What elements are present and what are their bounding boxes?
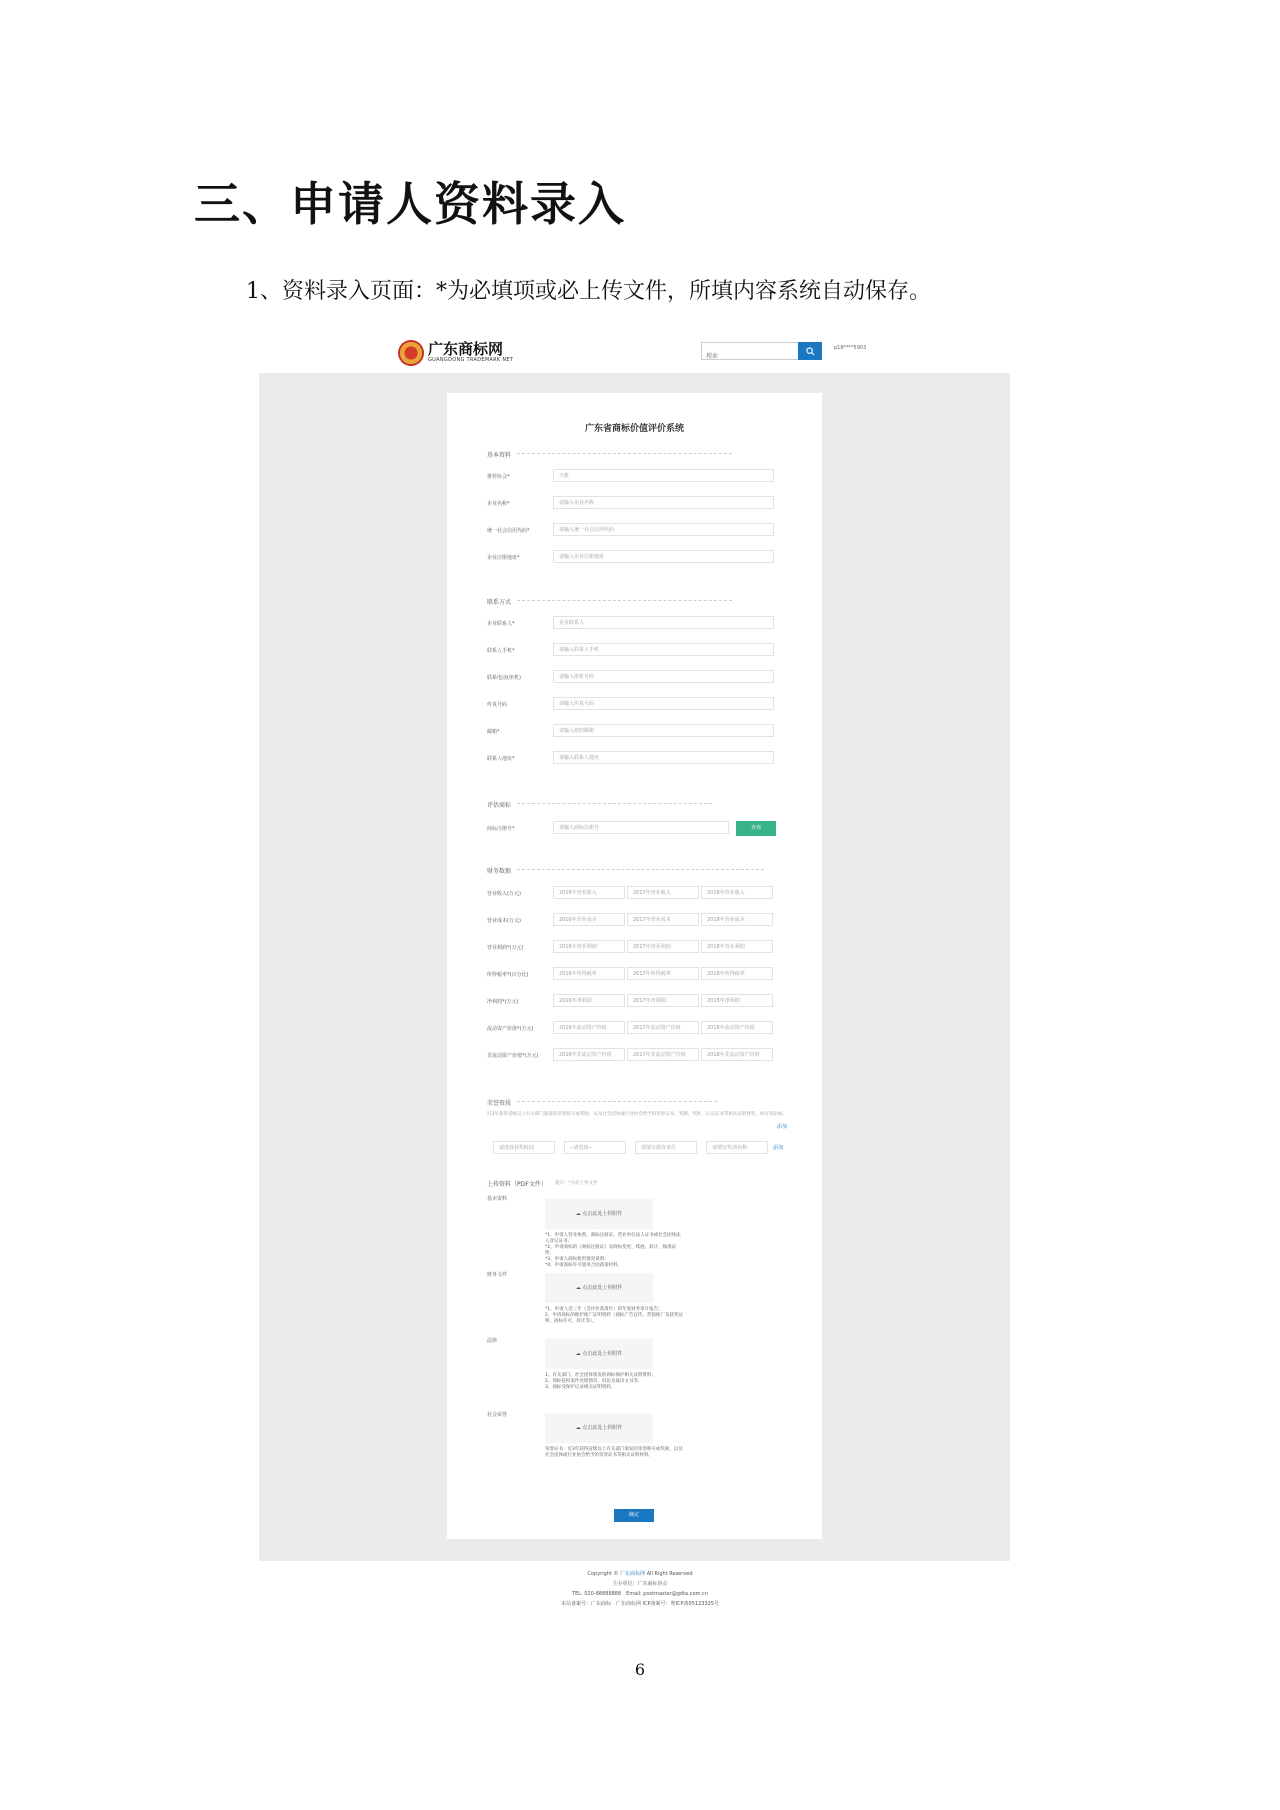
upload-requirement: *2、申请商标的《商标注册证》及商标变更、续展、转让、核准证明；	[545, 1245, 677, 1256]
field-label: 联系人手机*	[487, 648, 515, 654]
upload-caption: 点击此处上传附件	[582, 1211, 623, 1217]
finance-input[interactable]: 2018年净利润	[701, 994, 773, 1007]
search-icon	[806, 347, 815, 356]
submit-button[interactable]: 确定	[614, 1509, 654, 1522]
field-label: 联系人地址*	[487, 756, 515, 762]
landline-input[interactable]: 请输入座机号码	[553, 670, 774, 683]
field-label: 统一社会信用代码*	[487, 528, 530, 534]
field-label: 营业利润*(万元)	[487, 945, 524, 951]
field-label: 传真号码	[487, 702, 508, 708]
finance-input[interactable]: 2017年非流动资产价值	[627, 1048, 699, 1061]
footer-site-link[interactable]: 广东商标网	[620, 1571, 646, 1577]
finance-input[interactable]: 2016年营业利润	[553, 940, 625, 953]
upload-requirements	[545, 1373, 685, 1391]
registered-address-input[interactable]: 请输入企业注册地址	[553, 550, 774, 563]
upload-requirement: 2、申请商标的维护推广证明资料（商标广告宣传、营销推广及获奖证明、商标许可、转让等）。	[545, 1313, 683, 1324]
contact-address-input[interactable]: 请输入联系人地址	[553, 751, 774, 764]
upload-dropzone[interactable]	[545, 1273, 653, 1303]
field-label: 净利润*(万元)	[487, 999, 519, 1005]
site-logo-subtitle: GUANGDONG TRADEMARK NET	[428, 357, 514, 363]
logo-emblem-icon[interactable]	[398, 340, 424, 366]
upload-caption: 点击此处上传附件	[582, 1351, 623, 1357]
finance-input[interactable]: 2016年营业收入	[553, 886, 625, 899]
upload-hint: 提示：*为必上传文件	[555, 1181, 598, 1186]
search-button[interactable]	[798, 342, 822, 360]
field-label: 联系电话(座机)	[487, 675, 521, 681]
upload-group-label: 法律	[487, 1338, 498, 1344]
upload-cloud-icon: ☁	[575, 1425, 581, 1431]
upload-requirement: 3、商标受保护记录相关证明资料。	[545, 1385, 616, 1390]
finance-input[interactable]: 2016年营业成本	[553, 913, 625, 926]
section-contact: 联系方式	[487, 599, 512, 606]
upload-requirements	[545, 1307, 685, 1325]
footer-organizer: 主办单位：广东商标协会	[612, 1581, 668, 1587]
upload-requirement: 1、有关部门、社会团体颁发的商标保护相关证明资料；	[545, 1373, 656, 1378]
form-card	[447, 393, 822, 1539]
honor-add-button[interactable]: 添加	[773, 1145, 784, 1151]
field-label: 推荐协会*	[487, 474, 510, 480]
finance-input[interactable]: 2018年营业利润	[701, 940, 773, 953]
upload-caption: 点击此处上传附件	[582, 1425, 623, 1431]
finance-input[interactable]: 2018年流动资产价值	[701, 1021, 773, 1034]
intro-text: 1、资料录入页面：*为必填项或必上传文件，所填内容系统自动保存。	[246, 279, 931, 304]
page-number: 6	[634, 1660, 646, 1679]
divider	[517, 453, 732, 454]
field-label: 邮箱*	[487, 729, 500, 735]
credit-code-input[interactable]: 请输入统一社会信用代码	[553, 523, 774, 536]
finance-input[interactable]: 2017年流动资产价值	[627, 1021, 699, 1034]
footer-contact: TEL: 020-88888888 Email: postmaster@gdta.com.cn	[572, 1591, 708, 1597]
finance-input[interactable]: 2018年营业成本	[701, 913, 773, 926]
upload-cloud-icon: ☁	[575, 1285, 581, 1291]
section-basic-info: 基本资料	[487, 452, 512, 459]
finance-input[interactable]: 2016年流动资产价值	[553, 1021, 625, 1034]
finance-input[interactable]: 2016年净利润	[553, 994, 625, 1007]
upload-requirement: 荣誉证书：近3年获得省级以上有关部门颁发的荣誉称号或奖励，以及社会团体或行业协会给予的荣誉证书等相关证明材料。	[545, 1447, 683, 1458]
upload-cloud-icon: ☁	[575, 1211, 581, 1217]
fax-input[interactable]: 请输入传真号码	[553, 697, 774, 710]
divider	[517, 803, 712, 804]
divider	[517, 600, 732, 601]
field-label: 营业收入(万元)	[487, 891, 521, 897]
section-upload: 上传资料（PDF文件）	[487, 1181, 547, 1188]
footer-icp: 本站备案号：广东商标 广东商标网 ICP备案号：粤ICP备05123325号	[560, 1601, 719, 1607]
upload-requirement: *4、申请商标许可使用合同备案材料。	[545, 1263, 623, 1268]
search-input[interactable]	[702, 350, 798, 364]
upload-dropzone[interactable]	[545, 1339, 653, 1369]
field-label: 企业联系人*	[487, 621, 515, 627]
upload-group-label: 社会荣誉	[487, 1412, 508, 1418]
finance-input[interactable]: 2018年营业收入	[701, 886, 773, 899]
honor-add-link[interactable]: 添加	[777, 1124, 788, 1130]
upload-caption: 点击此处上传附件	[582, 1285, 623, 1291]
field-label: 企业注册地址*	[487, 555, 520, 561]
upload-requirements	[545, 1233, 685, 1269]
copyright-prefix: Copyright ©	[587, 1571, 619, 1577]
upload-requirement: *1、申请人近三年（含评价基准年）的年度财务审计报告；	[545, 1307, 663, 1312]
query-button[interactable]: 查询	[736, 821, 776, 836]
section-honor: 荣誉资质	[487, 1100, 512, 1107]
field-label: 流动资产价值*(万元)	[487, 1026, 534, 1032]
upload-group-label: 基本资料	[487, 1196, 508, 1202]
finance-input[interactable]: 2018年非流动资产价值	[701, 1048, 773, 1061]
upload-dropzone[interactable]	[545, 1199, 653, 1229]
finance-input[interactable]: 2017年营业成本	[627, 913, 699, 926]
company-name-input[interactable]: 请输入企业名称	[553, 496, 774, 509]
award-date-input[interactable]: 请选择获奖时间	[493, 1141, 555, 1154]
upload-group-label: 财务文件	[487, 1272, 508, 1278]
finance-input[interactable]: 2016年非流动资产价值	[553, 1048, 625, 1061]
email-input[interactable]: 请输入您的邮箱	[553, 724, 774, 737]
user-account[interactable]: p18****5903	[834, 345, 867, 351]
finance-input[interactable]: 2018年所得税率	[701, 967, 773, 980]
finance-input[interactable]: 2016年所得税率	[553, 967, 625, 980]
upload-requirement: 2、商标侵权案件处理情况、诉讼及裁决文书等；	[545, 1379, 643, 1384]
section-finance: 财务数据	[487, 868, 512, 875]
upload-requirement: *1、申请人营业执照、商标注册证、营业单位法人证书或社会团体法人登记证书；	[545, 1233, 681, 1244]
upload-cloud-icon: ☁	[575, 1351, 581, 1357]
divider	[517, 1101, 717, 1102]
contact-mobile-input[interactable]: 请输入联系人手机	[553, 643, 774, 656]
association-select[interactable]: 天雅	[553, 469, 774, 482]
site-footer	[0, 1569, 1280, 1609]
finance-input[interactable]: 2017年营业收入	[627, 886, 699, 899]
search-box[interactable]	[701, 342, 799, 360]
field-label: 商标注册号*	[487, 826, 515, 832]
finance-input[interactable]: 2017年净利润	[627, 994, 699, 1007]
field-label: 企业名称*	[487, 501, 510, 507]
award-name-input[interactable]: 请填写奖项名称	[706, 1141, 768, 1154]
section-evaluation: 评估商标	[487, 802, 512, 809]
trademark-number-input[interactable]: 请输入商标注册号	[553, 821, 729, 834]
upload-requirements	[545, 1447, 685, 1459]
field-label: 营业成本(万元)	[487, 918, 521, 924]
finance-input[interactable]: 2017年营业利润	[627, 940, 699, 953]
copyright-suffix: All Right Reserved	[646, 1571, 693, 1577]
contact-person-input[interactable]: 企业联系人	[553, 616, 774, 629]
honor-note: 近3年获得省级以上有关部门颁发的荣誉称号或奖励，以及社会团体或行业协会给予的荣誉证书、奖牌、奖杯、认证证书等相关证明材料，如有请添加。	[487, 1112, 787, 1117]
award-level-select[interactable]: --请选择--	[564, 1141, 626, 1154]
field-label: 非流动资产价值*(万元)	[487, 1053, 539, 1059]
finance-input[interactable]: 2017年所得税率	[627, 967, 699, 980]
section-heading: 三、申请人资料录入	[194, 177, 626, 231]
site-header	[390, 330, 1010, 370]
upload-dropzone[interactable]	[545, 1413, 653, 1443]
upload-requirement: *3、申请人商标使用情况说明；	[545, 1257, 609, 1262]
site-logo-title[interactable]: 广东商标网	[428, 340, 504, 358]
award-issuer-input[interactable]: 请填写颁发单位	[635, 1141, 697, 1154]
form-title: 广东省商标价值评价系统	[584, 424, 684, 434]
field-label: 所得税率*(百分比)	[487, 972, 529, 978]
divider	[517, 869, 764, 870]
